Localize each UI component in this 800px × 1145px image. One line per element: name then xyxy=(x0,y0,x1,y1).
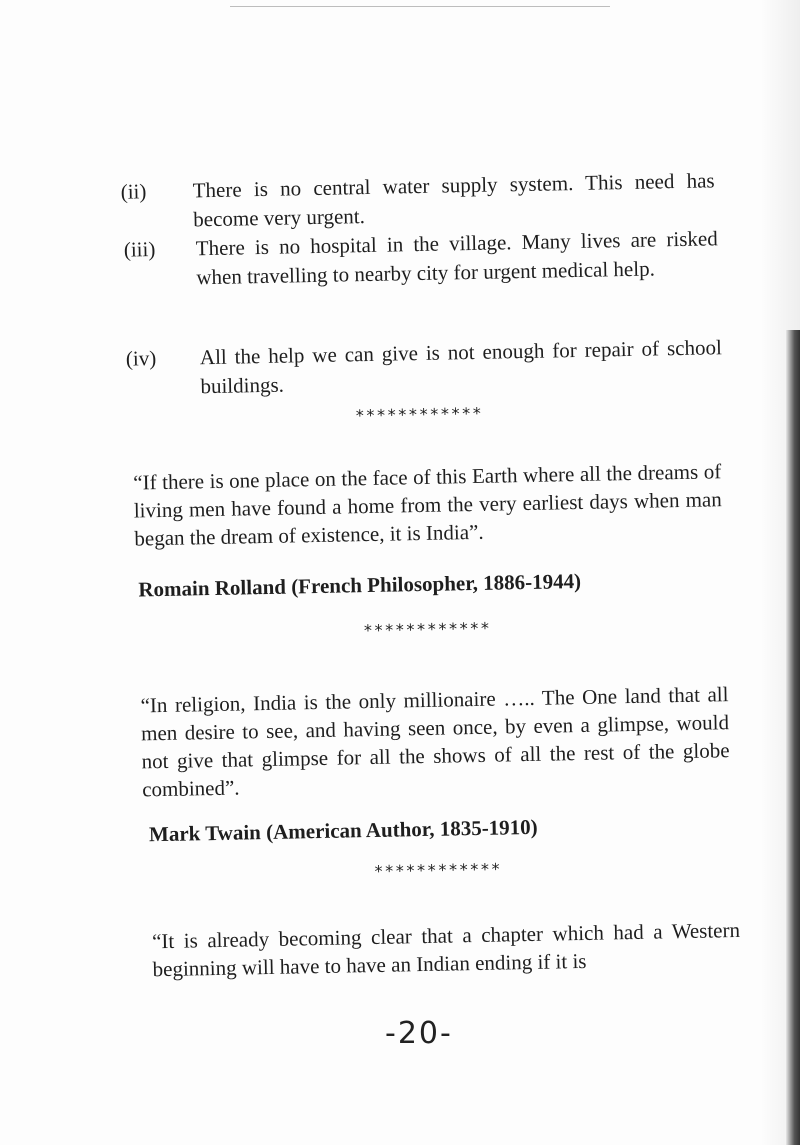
page-number: -20- xyxy=(385,1016,453,1051)
separator-stars: ************ xyxy=(373,859,502,881)
list-number: (iii) xyxy=(123,237,156,262)
separator-stars: ************ xyxy=(354,403,483,426)
separator-stars: ************ xyxy=(362,618,491,641)
quote-attribution: Mark Twain (American Author, 1835-1910) xyxy=(148,814,538,847)
list-number: (iv) xyxy=(125,346,157,371)
quote-rolland: “If there is one place on the face of this Earth where all the dreams of living men have found a home from the very earliest days when man began the dream of existence, it is India”. xyxy=(133,459,722,551)
list-text: There is no central water supply system. This need has become very urgent. xyxy=(192,168,715,232)
page-edge-shadow xyxy=(786,330,800,1145)
list-number: (ii) xyxy=(120,179,147,204)
list-text: There is no hospital in the village. Many lives are risked when travelling to nearby city for urgent medical help. xyxy=(195,226,718,290)
scan-top-edge xyxy=(230,6,610,7)
list-text: All the help we can give is not enough for repair of school buildings. xyxy=(199,335,723,399)
quote-twain: “In religion, India is the only millionaire ….. The One land that all men desire to see, and having seen once, by even a glimpse, would not give that glimpse for all the shows of all the rest of the globe combined”. xyxy=(140,682,730,802)
quote-partial: “It is already becoming clear that a chapter which had a Western beginning will have to have an Indian ending if it is xyxy=(151,917,741,982)
quote-attribution: Romain Rolland (French Philosopher, 1886-1944) xyxy=(138,568,582,602)
